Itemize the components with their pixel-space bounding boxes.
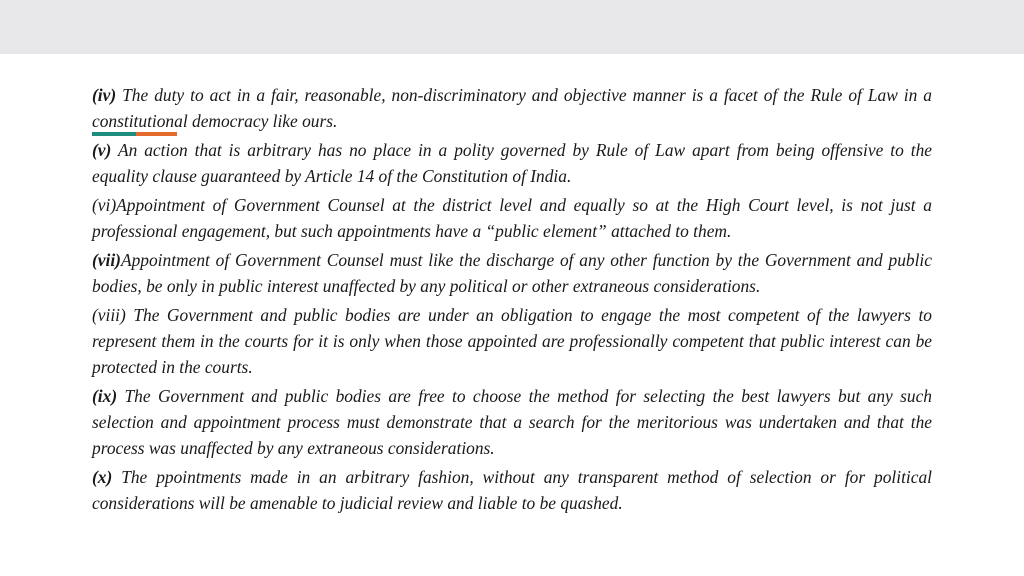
paragraph-iv: [92, 82, 932, 134]
paragraph-number: (ix): [92, 386, 118, 406]
paragraph-number: (vii): [92, 250, 121, 270]
paragraph-viii: [92, 302, 932, 380]
paragraph-text: The duty to act in a fair, reasonable, non-discriminatory and objective manner is a facet of the Rule of Law in a constitutional democracy like ours.: [92, 85, 932, 131]
paragraph-number: (x): [92, 467, 113, 487]
paragraph-text: An action that is arbitrary has no place in a polity governed by Rule of Law apart from being offensive to the equality clause guaranteed by Article 14 of the Constitution of India.: [92, 140, 932, 186]
header-band: [0, 0, 1024, 54]
paragraph-ix: [92, 383, 932, 461]
paragraph-text: (vi)Appointment of Government Counsel at the district level and equally so at the High Court level, is not just a professional engagement, but such appointments have a “public element” attached to them.: [92, 195, 932, 241]
slide-body: [92, 82, 932, 519]
paragraph-text: (viii) The Government and public bodies are under an obligation to engage the most competent of the lawyers to represent them in the courts for it is only when those appointed are professionally competent that public interest can be protected in the courts.: [92, 305, 932, 377]
paragraph-text: The ppointments made in an arbitrary fashion, without any transparent method of selection or for political considerations will be amenable to judicial review and liable to be quashed.: [92, 467, 932, 513]
paragraph-number: (v): [92, 140, 112, 160]
paragraph-number: (iv): [92, 85, 117, 105]
paragraph-text: The Government and public bodies are free to choose the method for selecting the best lawyers but any such selection and appointment process must demonstrate that a search for the meritorious was undertaken and that the process was unaffected by any extraneous considerations.: [92, 386, 932, 458]
paragraph-vii: [92, 247, 932, 299]
paragraph-v: [92, 137, 932, 189]
paragraph-text: Appointment of Government Counsel must like the discharge of any other function by the Government and public bodies, be only in public interest unaffected by any political or other extraneous considerations.: [92, 250, 932, 296]
paragraph-vi: [92, 192, 932, 244]
paragraph-x: [92, 464, 932, 516]
